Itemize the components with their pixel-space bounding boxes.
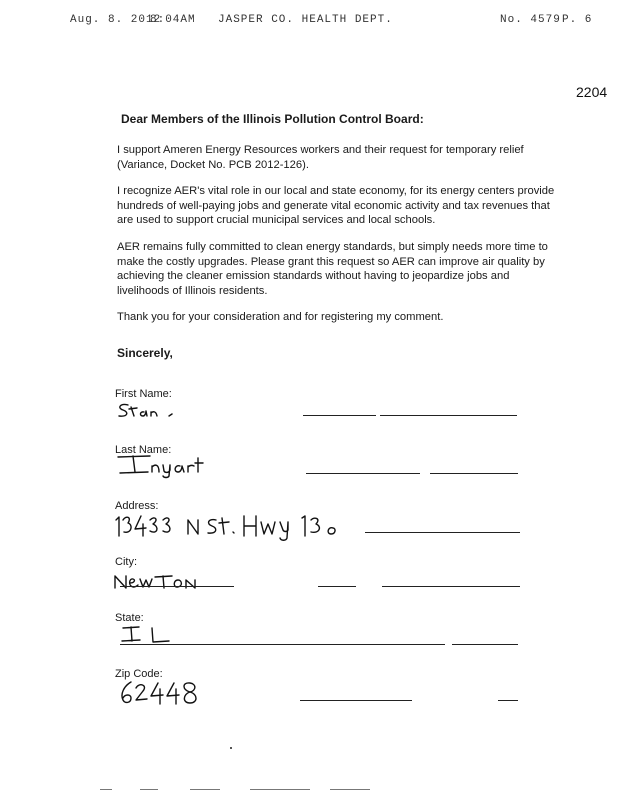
city-handwriting [112,568,222,592]
first-name-label: First Name: [115,388,172,400]
last-name-label: Last Name: [115,444,172,456]
zip-code-line [300,700,412,701]
last-name-line-2 [430,473,518,474]
state-line [120,644,445,645]
first-name-line [303,415,376,416]
address-handwriting [112,510,352,542]
fax-number: No. 4579 [500,14,561,26]
state-label: State: [115,612,144,624]
address-line [365,532,520,533]
scan-speck [230,747,232,749]
address-label: Address: [115,500,159,512]
city-line [120,586,234,587]
salutation: Dear Members of the Illinois Pollution Control Board: [121,112,424,126]
first-name-line-2 [380,415,517,416]
page-number: 2204 [576,84,608,100]
zip-code-handwriting [112,678,212,708]
fax-time: 8:04AM [150,14,196,26]
paragraph-economy: I recognize AER's vital role in our local and state economy, for its energy centers provide hundreds of well-paying jobs and generate vital economic activity and tax revenues that are used to support crucial municipal services and local schools. [117,185,555,226]
fax-sender: JASPER CO. HEALTH DEPT. [218,14,393,26]
zip-code-line-2 [498,700,518,701]
last-name-handwriting [114,452,209,478]
paragraph-thanks: Thank you for your consideration and for registering my comment. [117,311,444,323]
fax-header [0,14,619,34]
state-line-2 [452,644,518,645]
zip-code-label: Zip Code: [115,668,163,680]
last-name-line [306,473,420,474]
city-line-3 [382,586,520,587]
state-handwriting [114,622,184,646]
footer-scan-artifact [100,786,400,794]
fax-page: P. 6 [562,14,593,26]
first-name-handwriting [114,400,184,422]
closing: Sincerely, [117,346,173,360]
paragraph-support: I support Ameren Energy Resources workers and their request for temporary relief (Variance, Docket No. PCB 2012-126). [117,144,524,171]
paragraph-request: AER remains fully committed to clean energy standards, but simply needs more time to make the costly upgrades. Please grant this request so AER can improve air quality by achieving the cleaner emission standards without having to jeopardize jobs and livelihoods of Illinois residents. [117,241,548,297]
city-label: City: [115,556,137,568]
fax-date: Aug. 8. 2012 [70,14,162,26]
city-line-2 [318,586,356,587]
